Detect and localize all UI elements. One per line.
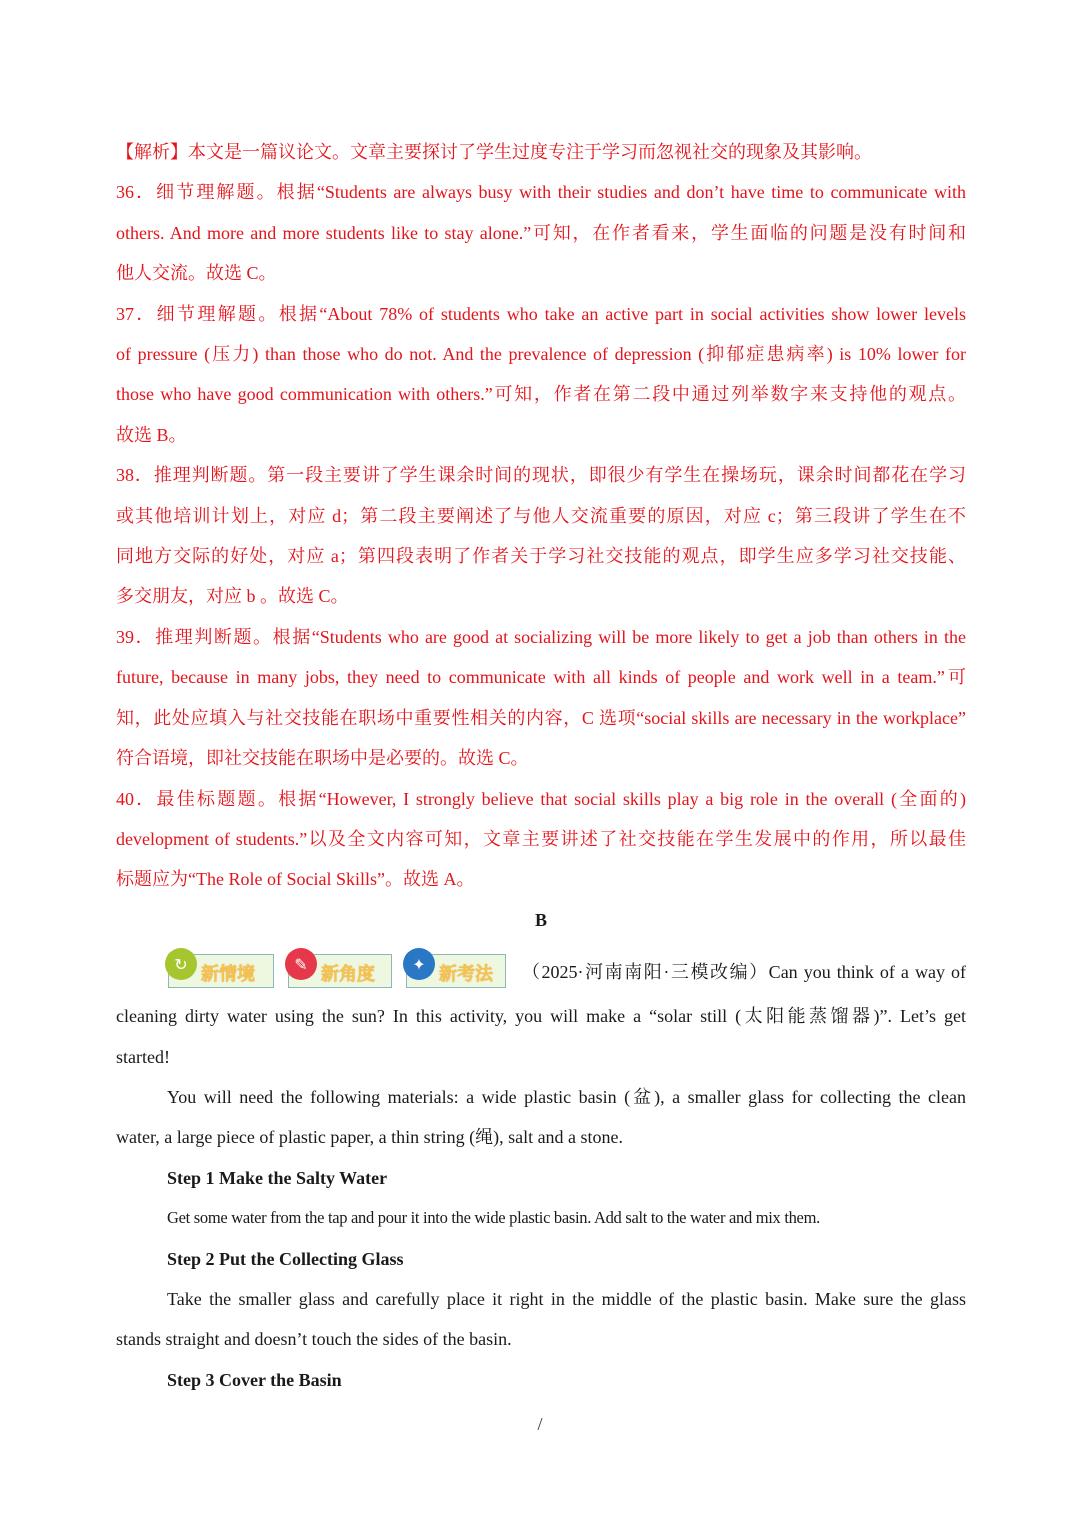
step-1-title: Step 1 Make the Salty Water — [167, 1167, 388, 1188]
badge-row — [116, 942, 966, 1000]
source-text: （2025·河南南阳·三模改编）Can you think of a way of — [522, 962, 966, 983]
step-3-title: Step 3 Cover the Basin — [167, 1369, 342, 1390]
answer-39 — [116, 617, 966, 779]
answer-38 — [116, 455, 966, 617]
page-content — [116, 132, 966, 1400]
step-2-line: stands straight and doesn’t touch the sides of the basin. — [116, 1329, 512, 1350]
badge-new-method — [406, 954, 506, 988]
answer-36-line: others. And more and more students like to stay alone.”可知，在作者看来，学生面临的问题是没有时间和 — [116, 222, 966, 243]
badge-new-context — [168, 954, 274, 988]
badge-label: 新考法 — [439, 964, 493, 986]
answer-37 — [116, 294, 966, 456]
answer-38-line: 或其他培训计划上，对应 d；第二段主要阐述了与他人交流重要的原因，对应 c；第三段讲了学生在不 — [116, 505, 966, 526]
badge-new-angle — [288, 954, 392, 988]
answer-37-line: 37．细节理解题。根据“About 78% of students who take an active part in social activities show lower levels — [116, 303, 966, 324]
answer-38-line: 同地方交际的好处，对应 a；第四段表明了作者关于学习社交技能的观点，即学生应多学习社交技能、 — [116, 546, 966, 567]
intro-line: started! — [116, 1046, 170, 1067]
answer-40-line: development of students.”以及全文内容可知，文章主要讲述了社交技能在学生发展中的作用，所以最佳 — [116, 828, 966, 849]
lightbulb-icon: ✦ — [403, 948, 435, 980]
answer-38-line: 38．推理判断题。第一段主要讲了学生课余时间的现状，即很少有学生在操场玩，课余时间都花在学习 — [116, 465, 966, 486]
materials-line: You will need the following materials: a wide plastic basin (盆), a smaller glass for collecting the clean — [167, 1086, 966, 1107]
analysis-intro: 【解析】本文是一篇议论文。文章主要探讨了学生过度专注于学习而忽视社交的现象及其影响。 — [116, 142, 872, 162]
answer-40 — [116, 779, 966, 900]
materials-line: water, a large piece of plastic paper, a thin string (绳), salt and a stone. — [116, 1127, 624, 1148]
answer-40-line: 40．最佳标题题。根据“However, I strongly believe that social skills play a big role in the overall (全面的) — [116, 788, 966, 809]
step-2-title: Step 2 Put the Collecting Glass — [167, 1248, 404, 1269]
answer-39-line: 知，此处应填入与社交技能在职场中重要性相关的内容，C 选项“social skills are necessary in the workplace” — [116, 707, 966, 728]
answer-37-line: those who have good communication with others.”可知，作者在第二段中通过列举数字来支持他的观点。 — [116, 384, 966, 405]
section-heading: B — [534, 909, 547, 930]
answer-38-line: 多交朋友，对应 b 。故选 C。 — [116, 586, 349, 607]
answer-40-line: 标题应为“The Role of Social Skills”。故选 A。 — [116, 869, 475, 890]
answer-39-line: 符合语境，即社交技能在职场中是必要的。故选 C。 — [116, 748, 529, 769]
answer-37-line: 故选 B。 — [116, 424, 187, 445]
intro-line: cleaning dirty water using the sun? In this activity, you will make a “solar still (太阳能蒸馏器)”. Let’s get — [116, 1006, 966, 1027]
answer-36-line: 他人交流。故选 C。 — [116, 263, 277, 284]
step-1-text: Get some water from the tap and pour it into the wide plastic basin. Add salt to the water and mix them. — [167, 1208, 820, 1228]
badge-label: 新情境 — [201, 964, 255, 986]
step-2-line: Take the smaller glass and carefully place it right in the middle of the plastic basin. Make sure the glass — [167, 1288, 966, 1309]
pencil-icon: ✎ — [285, 948, 317, 980]
answer-36 — [116, 172, 966, 293]
refresh-icon: ↻ — [165, 948, 197, 980]
answer-37-line: of pressure (压力) than those who do not. And the prevalence of depression (抑郁症患病率) is 10% lower for — [116, 344, 966, 365]
answer-36-line: 36．细节理解题。根据“Students are always busy with their studies and don’t have time to communicate with — [116, 182, 966, 203]
answer-39-line: 39．推理判断题。根据“Students who are good at socializing will be more likely to get a job than others in the — [116, 626, 966, 647]
badge-label: 新角度 — [321, 964, 375, 986]
page-footer: / — [537, 1414, 543, 1434]
answer-39-line: future, because in many jobs, they need to communicate with all kinds of people and work well in a team.”可 — [116, 667, 966, 688]
